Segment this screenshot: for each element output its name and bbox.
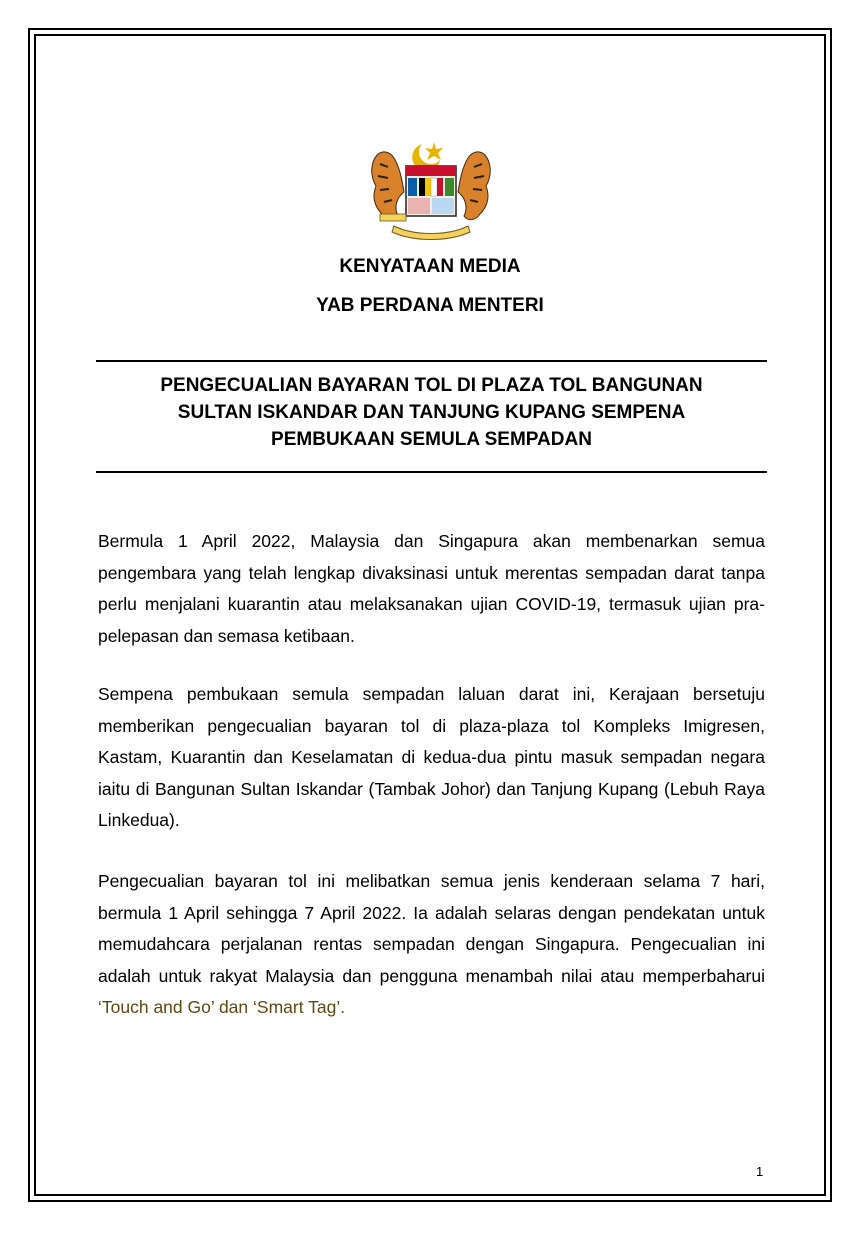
page-number: 1 xyxy=(756,1164,764,1179)
headline-line: PEMBUKAAN SEMULA SEMPADAN xyxy=(271,429,592,450)
malaysia-coat-of-arms-emblem xyxy=(364,134,498,246)
body-paragraph-1: Bermula 1 April 2022, Malaysia dan Singapura akan membenarkan semua pengembara yang telah lengkap divaksinasi untuk merentas sempadan darat tanpa perlu menjalani kuarantin atau melaksanakan ujian COVID-19, termasuk ujian pra-pelepasan dan semasa ketibaan. xyxy=(98,531,765,646)
body-paragraph-3-tail: ‘Touch and Go’ dan ‘Smart Tag’. xyxy=(98,997,346,1018)
statement-type-heading: KENYATAAN MEDIA xyxy=(339,256,521,277)
headline-top-rule xyxy=(96,360,767,362)
body-paragraph-2: Sempena pembukaan semula sempadan laluan darat ini, Kerajaan bersetuju memberikan pengecualian bayaran tol di plaza-plaza tol Kompleks Imigresen, Kastam, Kuarantin dan Keselamatan di kedua-dua pintu masuk sempadan negara iaitu di Bangunan Sultan Iskandar (Tambak Johor) dan Tanjung Kupang (Lebuh Raya Linkedua). xyxy=(98,684,765,831)
headline-bottom-rule xyxy=(96,471,767,473)
body-paragraph-3 xyxy=(98,866,765,1024)
headline-line: PENGECUALIAN BAYARAN TOL DI PLAZA TOL BANGUNAN xyxy=(160,375,703,396)
headline-line: SULTAN ISKANDAR DAN TANJUNG KUPANG SEMPENA xyxy=(177,402,686,423)
issuer-heading: YAB PERDANA MENTERI xyxy=(316,295,544,316)
body-paragraph-3-text: Pengecualian bayaran tol ini melibatkan semua jenis kenderaan selama 7 hari, bermula 1 April sehingga 7 April 2022. Ia adalah selaras dengan pendekatan untuk memudahcara perjalanan rentas sempadan dengan Singapura. Pengecualian ini adalah untuk rakyat Malaysia dan pengguna menambah nilai atau memperbaharui xyxy=(98,871,765,986)
headline xyxy=(96,372,767,453)
